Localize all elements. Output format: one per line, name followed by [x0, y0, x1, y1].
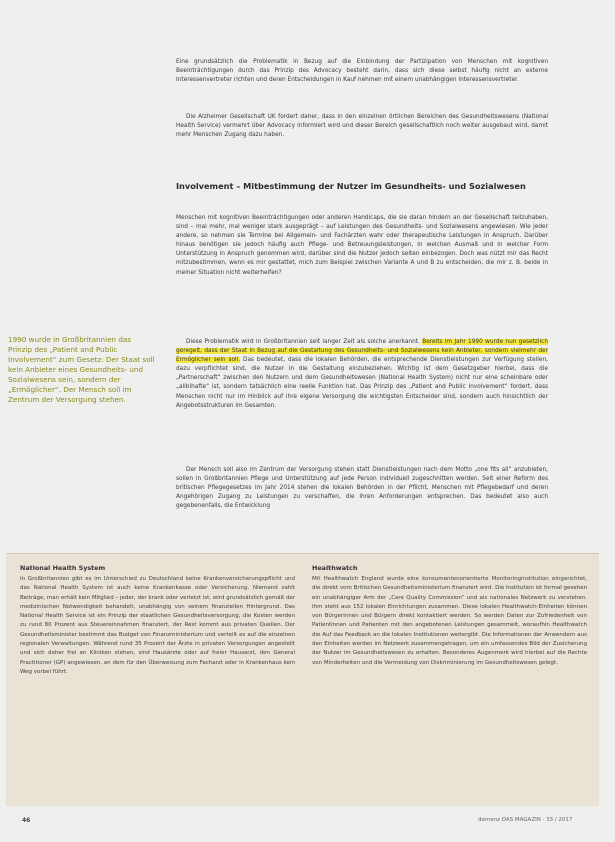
info-boxes — [6, 553, 599, 806]
info-box-healthwatch — [312, 564, 587, 668]
highlight-paragraph — [176, 338, 548, 411]
info-box-title: National Health System — [20, 564, 106, 572]
info-box-text: In Großbritannien gibt es im Unterschied zu Deutschland keine Krankenversicherungspflicht und das National Health System ist auch keine Krankenkasse oder Versicherung. Niemand zahlt Beiträge, man erhält kein Mitglied – jeder, der krank oder verletzt ist, wird grundsätzlich gemäß der medizinischen Notwendigkeit behandelt, unabhängig von seinem finanziellen Hintergrund. Das National Health Service ist ein Prinzip der staatlichen Gesundheitsversorgung, die Kosten werden zu rund 80 Prozent aus Steuereinnahmen finanziert, der Rest kommt aus privaten Quellen. Der Gesundheitsminister bestimmt das Budget von Finanzministerium und verteilt es auf die einzelnen regionalen Verwaltungen. Während rund 35 Prozent der Ärzte in privaten Versorgungen angestellt und sich daher frei an Kliniken stehen, sind Hausärzte oder auf freier Hausarzt, den General Practitioner (GP) angewiesen, an dem für den Überweisung zum Facharzt oder in Krankenhaus kein Weg vorbei führt. — [20, 576, 295, 675]
highlight-rest: Das bedeutet, dass die lokalen Behörden, die entsprechende Dienstleistungen zur Verfügung stellen, dazu verpflichtet sind, die Nutzer in die Gestaltung einzubeziehen. Wichtig ist dem Gesetzgeber hierbei, dass die „Partnerschaft“ zwischen den Nutzern und dem Gesundheitswesen (National Health System) nicht nur eine scheinbare oder „alibihafte“ ist, sondern tatsächlich eine reelle Funktion hat. Das Prinzip des „Patient and Public involvement“ fordert, dass Menschen nicht nur im Hinblick auf ihre eigene Versorgung die wichtigsten Entscheider sind, sondern auch hinsichtlich der Angebotsstrukturen im Gesamten. — [176, 357, 548, 409]
section-heading: Involvement – Mitbestimmung der Nutzer im Gesundheits- und Sozialwesen — [176, 181, 526, 191]
highlight-lead: Diese Problematik wird in Großbritannien seit langer Zeit als solche anerkannt. — [186, 339, 420, 345]
info-box-national-health-system — [20, 564, 295, 677]
journal-footer: demenz DAS MAGAZIN · 33 / 2017 — [478, 817, 573, 823]
top-paragraph-2: Die Alzheimer Gesellschaft UK fordert daher, dass in den einzelnen örtlichen Bereichen des Gesundheitswesens (National Health Service) vermehrt über Advocacy informiert wird und dieser Bereich gesellschaftlich noch weiter ausgebaut wird, damit mehr Menschen Zugang dazu haben. — [176, 114, 548, 139]
pull-quote: 1990 wurde in Großbritannien das Prinzip des „Patient and Public Involvement“ zum Gesetz: Der Staat soll kein Anbieter eines Gesundheits- und Sozialwesens sein, sondern der „Ermöglicher“. Der Mensch soll im Zentrum der Versorgung stehen. — [8, 335, 155, 404]
page-number: 46 — [22, 817, 31, 824]
info-box-text: Mit Healthwatch England wurde eine konsumentenorientierte Monitoringinstitution eingerichtet, die direkt vom Britischen Gesundheitsministerium finanziert wird. Die Institution ist formal gesehen ein unabhängiger Arm der „Care Quality Commission“ und als nationales Netzwerk zu verstehen. Ihm steht aus 152 lokalen Einrichtungen zusammen. Diese lokalen Healthwatch-Einheiten können von Bürgerinnen und Bürgern direkt kontaktiert werden. So werden Daten zur Zufriedenheit von Patientinnen und Patienten mit den angebotenen Leistungen gesammelt, woraufhin Healthwatch die Auf das Feedback an die lokalen Institutionen weitergibt. Die Informationen der Anwendern aus den Einheiten werden im Netzwerk zusammengetragen, um ein umfassendes Bild der Zusicherung der Nutzer im Gesundheitswesen zu erhalten. Besonderes Augenmerk wird hierbei auf die Rechte von Minderheiten und die Vermeidung von Diskriminierung im Gesundheitswesen gelegt. — [312, 576, 587, 666]
info-box-title: Healthwatch — [312, 564, 358, 572]
highlighted-text: Bereits im Jahr 1990 wurde nun gesetzlich geregelt, dass der Staat in Bezug auf die Gestaltung des Gesundheits- und Sozialwesens kein Anbieter, sondern vielmehr der Ermöglicher sein soll. — [176, 339, 549, 364]
body-paragraph-1: Menschen mit kognitiven Beeinträchtigungen oder anderen Handicaps, die sie daran hindern an der Gesellschaft teilzuhaben, sind – mal mehr, mal weniger stark ausgeprägt – auf Leistungen des Gesundheits- und Sozialwesens angewiesen. Wie jeder andere, so nehmen sie Termine bei Allgemein- und Fachärzten wahr oder therapeutische Leistungen in Anspruch. Darüber hinaus benötigen sie jedoch häufig auch Pflege- und Betreuungsleistungen, in welchen Ausmaß und in welcher Form Unterstützung in Anspruch genommen wird, darüber sind die Nutzer jedoch selten einbezogen. Doch was nützt mir das Recht mitzubestimmen, wenn es mir gestattet, mich zum Beispiel zwischen Variante A und B zu entscheiden, die mir z. B. beide in meiner Situation nicht weiterhelfen? — [176, 215, 548, 276]
closing-paragraph: Der Mensch soll also im Zentrum der Versorgung stehen statt Dienstleistungen nach dem Motto „one fits all“ anzubieten, sollen in Großbritannien Pflege und Unterstützung auf jede Person individuell zugeschnitten werden. Seit einer Reform des britischen Pflegegesetzes im Jahr 2014 stehen die lokalen Behörden in der Pflicht, Menschen mit Pflegebedarf und deren Angehörigen Zugang zu Leistungen zu verschaffen, die ihren Anforderungen entsprechen. Das bedeutet also auch gegebenenfalls, die Entwicklung — [176, 467, 548, 510]
top-paragraph-1: Eine grundsätzlich die Problematik in Bezug auf die Einbindung der Partizipation von Menschen mit kognitiven Beeinträchtigungen durch das Prinzip des Advocacy besteht darin, dass sich diese selbst häufig nicht an externe Interessenvertreter richten und deren Entscheidungen in Kauf nehmen mit einem unabhängigen Interessensvertreter. — [176, 59, 548, 84]
